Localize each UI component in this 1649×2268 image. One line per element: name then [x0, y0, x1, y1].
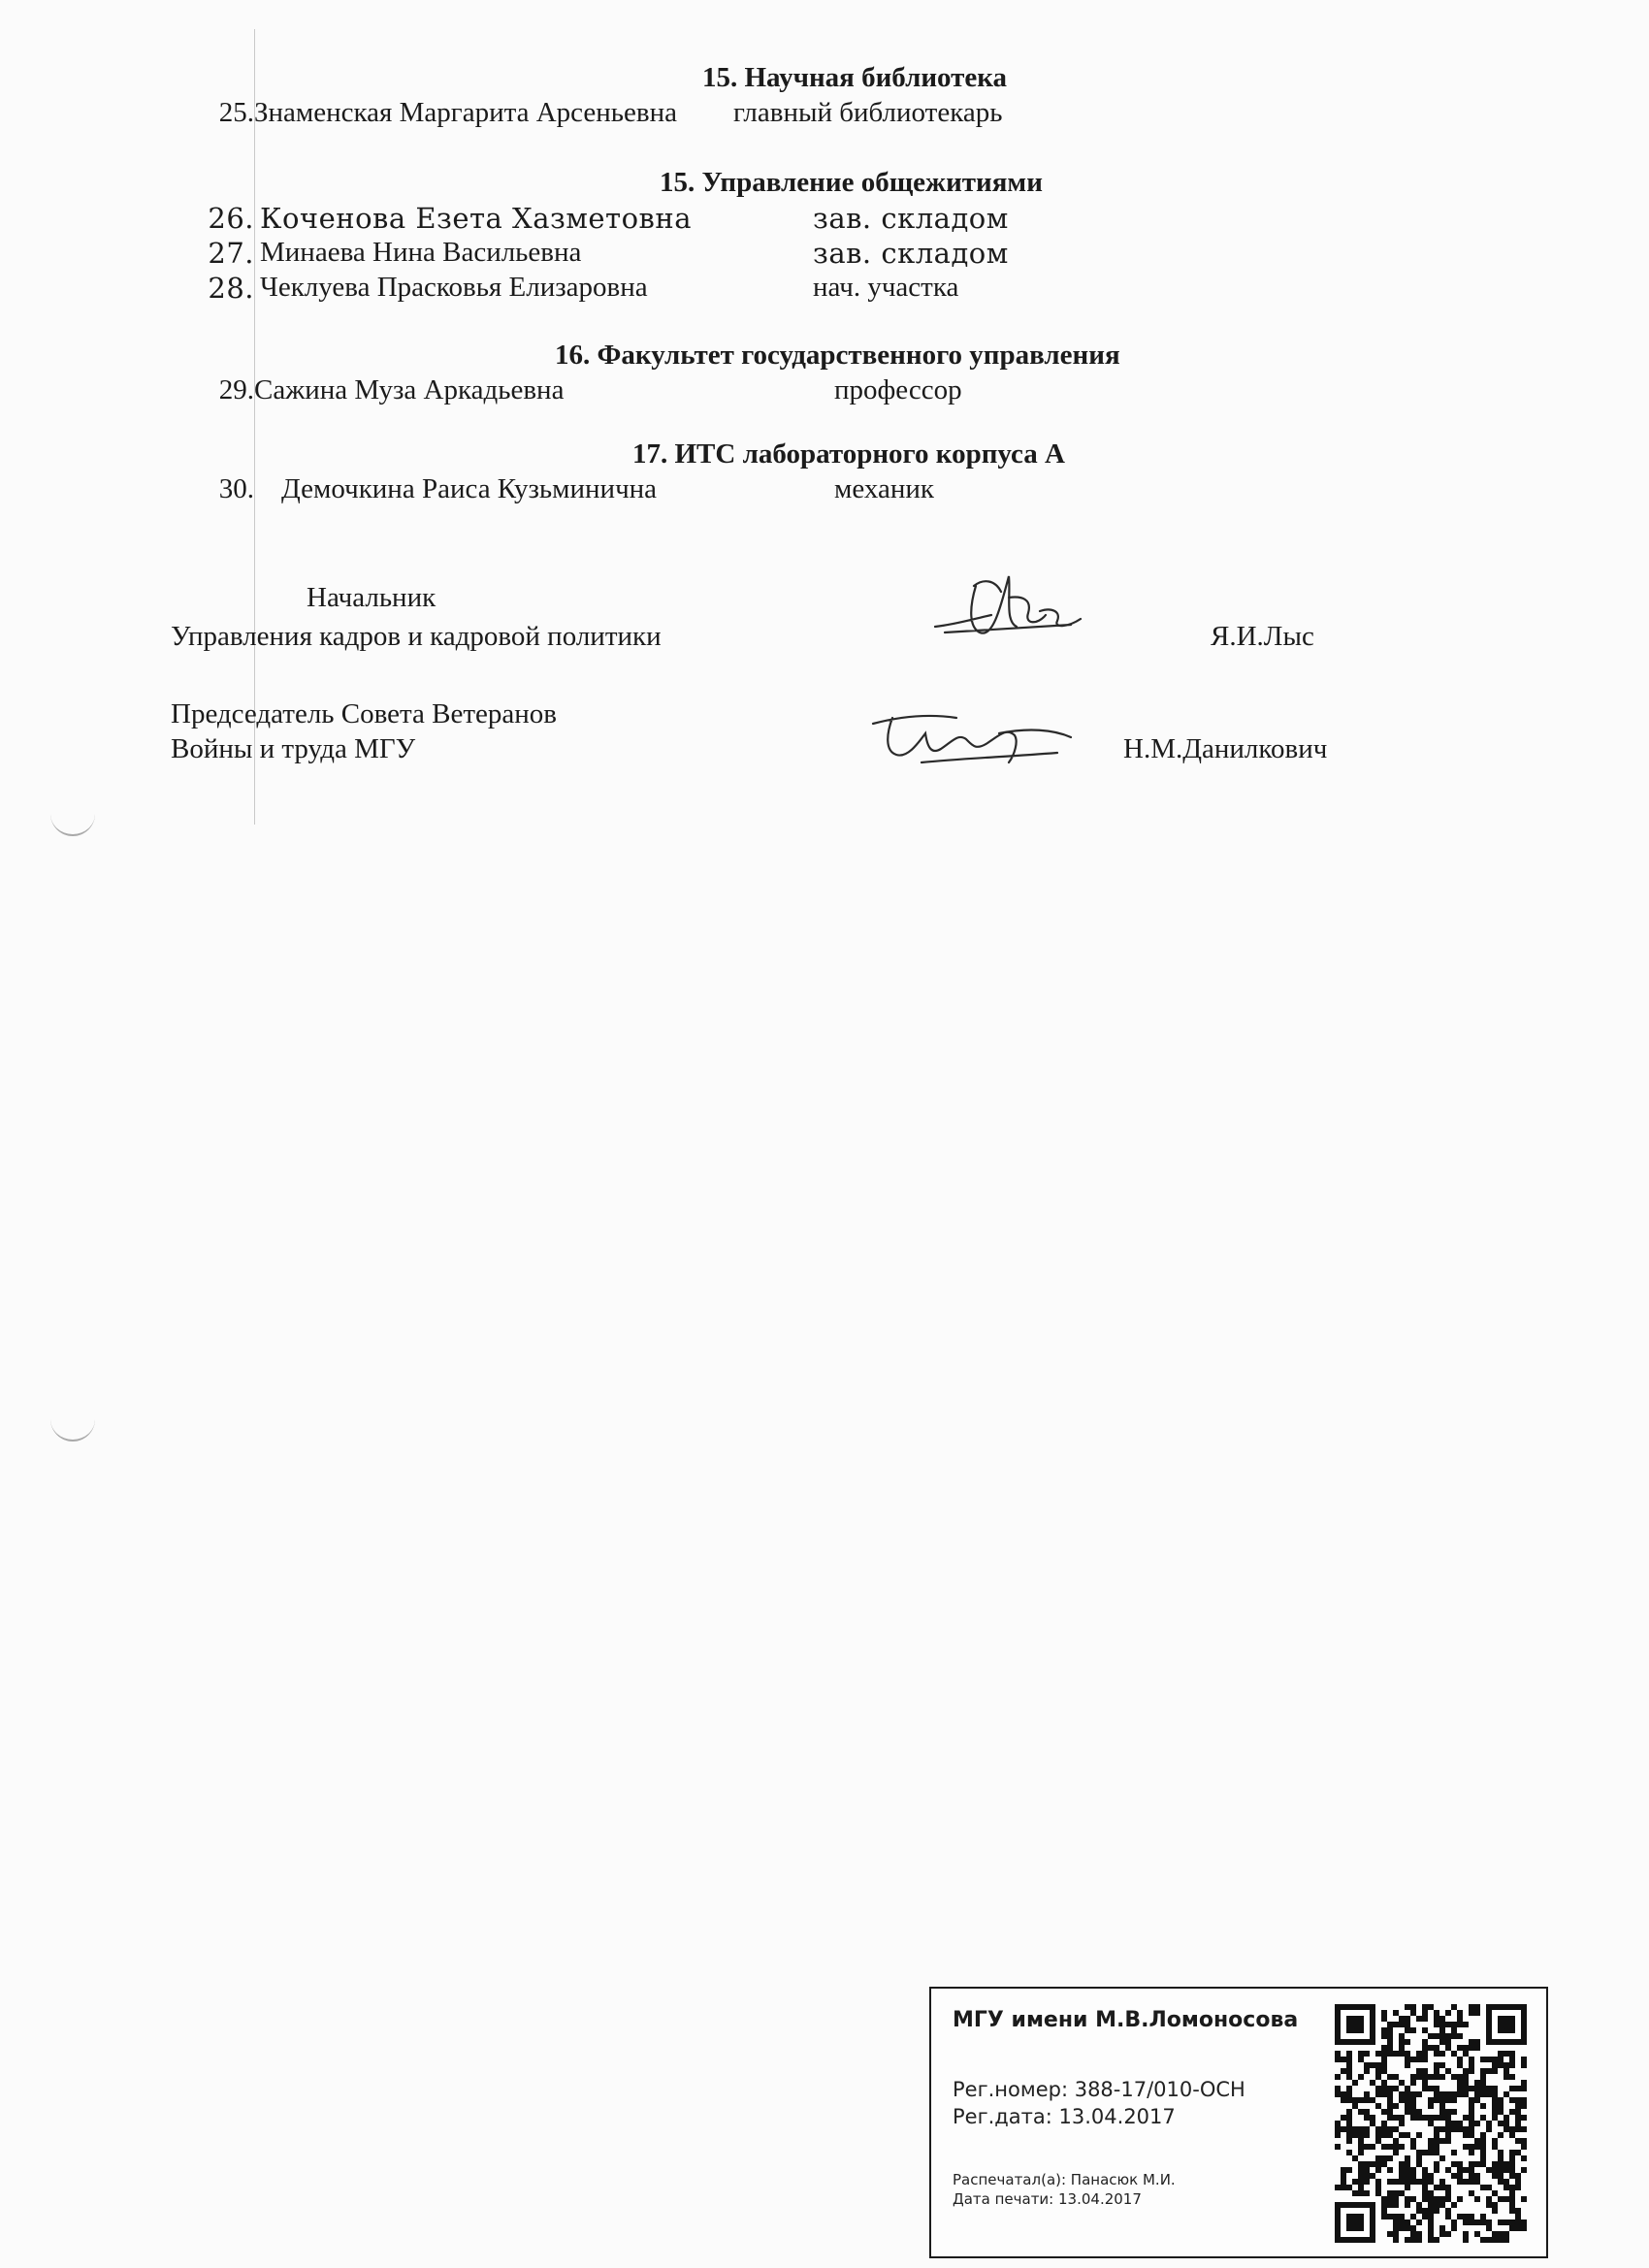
punch-hole-mark: [50, 1418, 95, 1442]
employee-name: Минаева Нина Васильевна: [260, 237, 582, 268]
stamp-printed-by: Распечатал(а): Панасюк М.И.: [953, 2171, 1176, 2188]
row-number: 26.: [208, 202, 254, 235]
signatory-title: Председатель Совета Ветеранов: [171, 698, 557, 729]
stamp-reg-date: Рег.дата: 13.04.2017: [953, 2105, 1176, 2128]
employee-position: механик: [834, 473, 934, 504]
signatory-title: Начальник: [307, 582, 436, 613]
employee-position: нач. участка: [813, 272, 959, 303]
signatory-name: Н.М.Данилкович: [1123, 733, 1328, 764]
signature-lys-icon: [916, 557, 1110, 654]
section-heading: 17. ИТС лабораторного корпуса А: [632, 438, 1065, 470]
row-number: 25.: [218, 97, 254, 128]
signatory-title: Управления кадров и кадровой политики: [171, 621, 662, 652]
signature-danilkovich-icon: [863, 695, 1086, 782]
row-number: 28.: [208, 272, 254, 305]
qr-code-icon: [1335, 2004, 1527, 2243]
stamp-reg-number: Рег.номер: 388-17/010-ОСН: [953, 2078, 1245, 2101]
section-heading: 15. Управление общежитиями: [660, 167, 1043, 198]
employee-name: Сажина Муза Аркадьевна: [254, 374, 565, 405]
row-number: 29.: [218, 374, 254, 405]
employee-name: Демочкина Раиса Кузьминична: [281, 473, 658, 504]
punch-hole-mark: [50, 813, 95, 836]
employee-position: зав. складом: [813, 202, 1009, 235]
employee-name: Чеклуева Прасковья Елизаровна: [260, 272, 648, 303]
employee-name: Знаменская Маргарита Арсеньевна: [254, 97, 677, 128]
row-number: 30.: [218, 473, 254, 504]
signatory-title: Войны и труда МГУ: [171, 733, 416, 764]
employee-position: главный библиотекарь: [733, 97, 1003, 128]
stamp-organization: МГУ имени М.В.Ломоносова: [953, 2008, 1299, 2032]
signatory-name: Я.И.Лыс: [1211, 621, 1314, 652]
row-number: 27.: [208, 237, 254, 270]
employee-position: зав. складом: [813, 237, 1009, 270]
registration-stamp: [929, 1987, 1548, 2258]
section-heading: 16. Факультет государственного управления: [555, 340, 1120, 371]
employee-name: Коченова Езета Хазметовна: [260, 202, 692, 235]
stamp-print-date: Дата печати: 13.04.2017: [953, 2190, 1142, 2208]
section-heading: 15. Научная библиотека: [702, 62, 1008, 93]
employee-position: профессор: [834, 374, 962, 405]
